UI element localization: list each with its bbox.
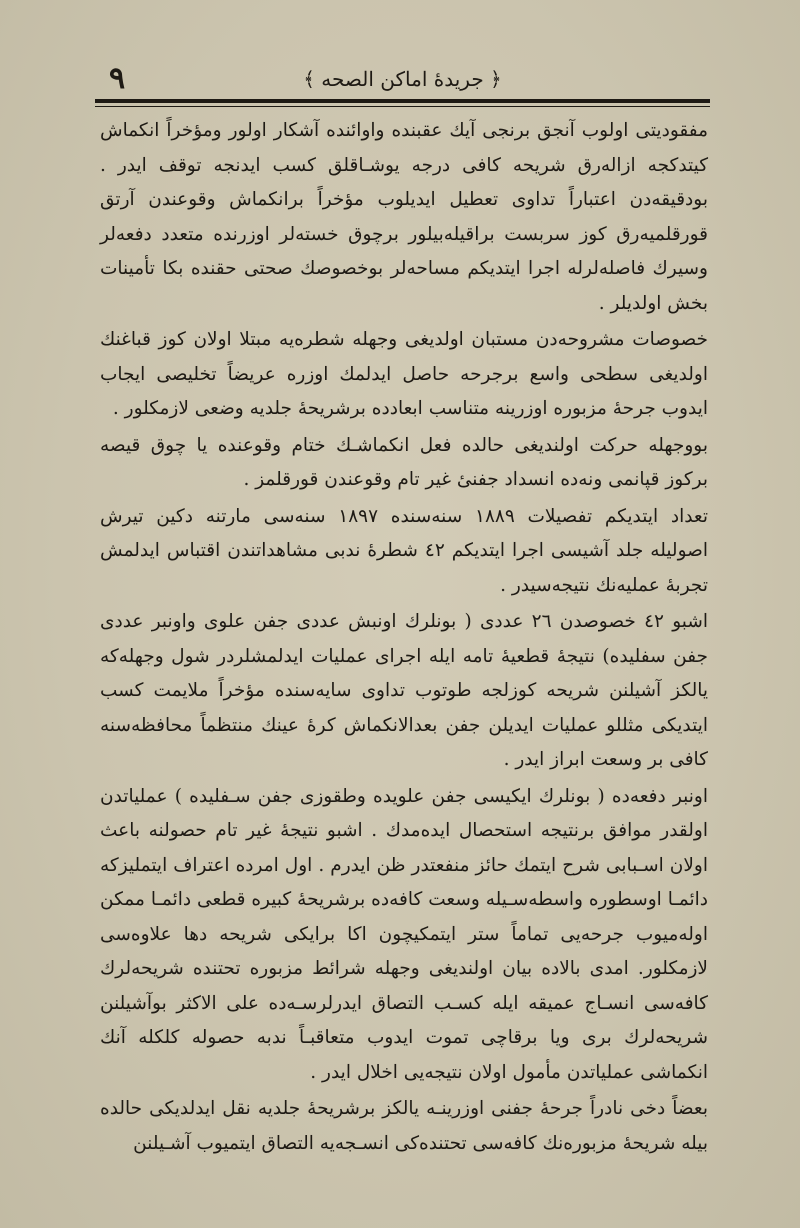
body-text (100, 114, 708, 1163)
paragraph: بووجهله حرکت اولندیغی حالده فعل انکماشـك ختام وقوعنده یا چوق قیصه برکوز قپانمی ونەده انسداد جفنیٔ غیر تام وقوعندن قورقلمز . (100, 434, 708, 490)
page-number: ٩ (109, 61, 126, 96)
header-rule-thick (95, 99, 710, 103)
paragraph: اونبر دفعەده ( بونلرك ایکیسی جفن علویده وطقوزی جفن سـفلیده ) عملیاتدن اولقدر موافق برنتیجه استحصال ایدەمدك . اشبو نتیجهٔ غیر تام حصولنه باعث اولان اسـبابی شرح ایتمك حائز منفعتدر ظن ایدرم . اول امرده اعتراف ایتملیزکه دائمـا اوسطوره واسطەسـیله وسعت کافەده برشریحهٔ کبیره قطعی دائمـا ممکن اولەمیوب جرحەیی تماماً ستر ایتمکیچون اکا برایکی شریحه دها علاوەسی لازمکلور. امدی بالاده بیان اولندیغی وجهله شرائط مزبوره تحتنده شریحەلرك کافەسی انسـاج عمیقه ایله کسـب التصاق ایدرلرسـەده علی الاکثر بوآشیلنن شریحەلرك بری ویا برقاچی تموت ایدوب متعاقبـاً ندبه حصوله کلکله آنك انکماشی عملیاتدن مأمول اولان نتیجەیی اخلال ایدر . (100, 785, 708, 1083)
paragraph: خصوصات مشروحەدن مستبان اولدیغی وجهله شطرەیه مبتلا اولان کوز قباغنك اولدیغی سطحی واسع برجرحه حاصل ایدلمك اوزره عریضاً تخلیصی ایجاب ایدوب جرحهٔ مزبوره اوزرینه متناسب ابعادده برشریحهٔ جلدیه وضعی لازمکلور . (100, 329, 708, 419)
paragraph: مفقودیتی اولوب آنجق برنجی آیك عقبنده واوائنده آشکار اولور ومؤخراً انکماش کیتدکجه ازالەرق شریحه کافی درجه یوشـاقلق کسب ایدنجه توقف ایدر . بودقیقەدن اعتباراً تداوی تعطیل ایدیلوب مؤخراً برانکماش وقوعندن آرتق قورقلمیەرق کوز سربست براقیلەبیلور برچوق خستەلر اوزرنده متعدد دفعەلر وسیرك فاصلەلرله اجرا ایتدیکم مساحەلر بوخصوصك صحتی حقنده بکا تأمینات بخش اولدیلر . (100, 120, 708, 314)
header-rule-thin (95, 106, 710, 107)
running-title: ﴿ جريدهٔ اماكن الصحه ﴾ (303, 67, 502, 91)
paragraph: اشبو ٤٢ خصوصدن ٢٦ عددی ( بونلرك اونبش عددی جفن علوی واونبر عددی جفن سفلیده) نتیجهٔ قطعیهٔ تامه ایله اجرای عملیات ایدلمشلردر شول وجهلەکه یالکز آشیلنن شریحه کوزلجه طوتوب تداوی سایەسنده مؤخراً ملایمت کسب ایتدیکی مثللو عملیات ایدیلن جفن بعدالانکماش کرهٔ عینك منتظماً محافظەسنه کافی بر وسعت ابراز ایدر . (100, 611, 708, 770)
paragraph: تعداد ایتدیکم تفصیلات ١٨٨٩ سنەسنده ١٨٩٧ سنەسی مارتنه دکین تیرش اصولیله جلد آشیسی اجرا ایتدیکم ٤٢ شطرهٔ ندبی مشاهداتندن اقتباس ایدلمش تجربهٔ عملیەنك نتیجەسیدر . (100, 505, 709, 596)
page-header (95, 60, 710, 100)
paragraph: بعضاً دخی نادراً جرحهٔ جفنی اوزرینـه یالکز برشریحهٔ جلدیه نقل ایدلدیکی حالده بیله شریحهٔ مزبورەنك کافەسی تحتندەکی انسـجەیه التصاق ایتمیوب آشـیلنن (100, 1098, 708, 1154)
